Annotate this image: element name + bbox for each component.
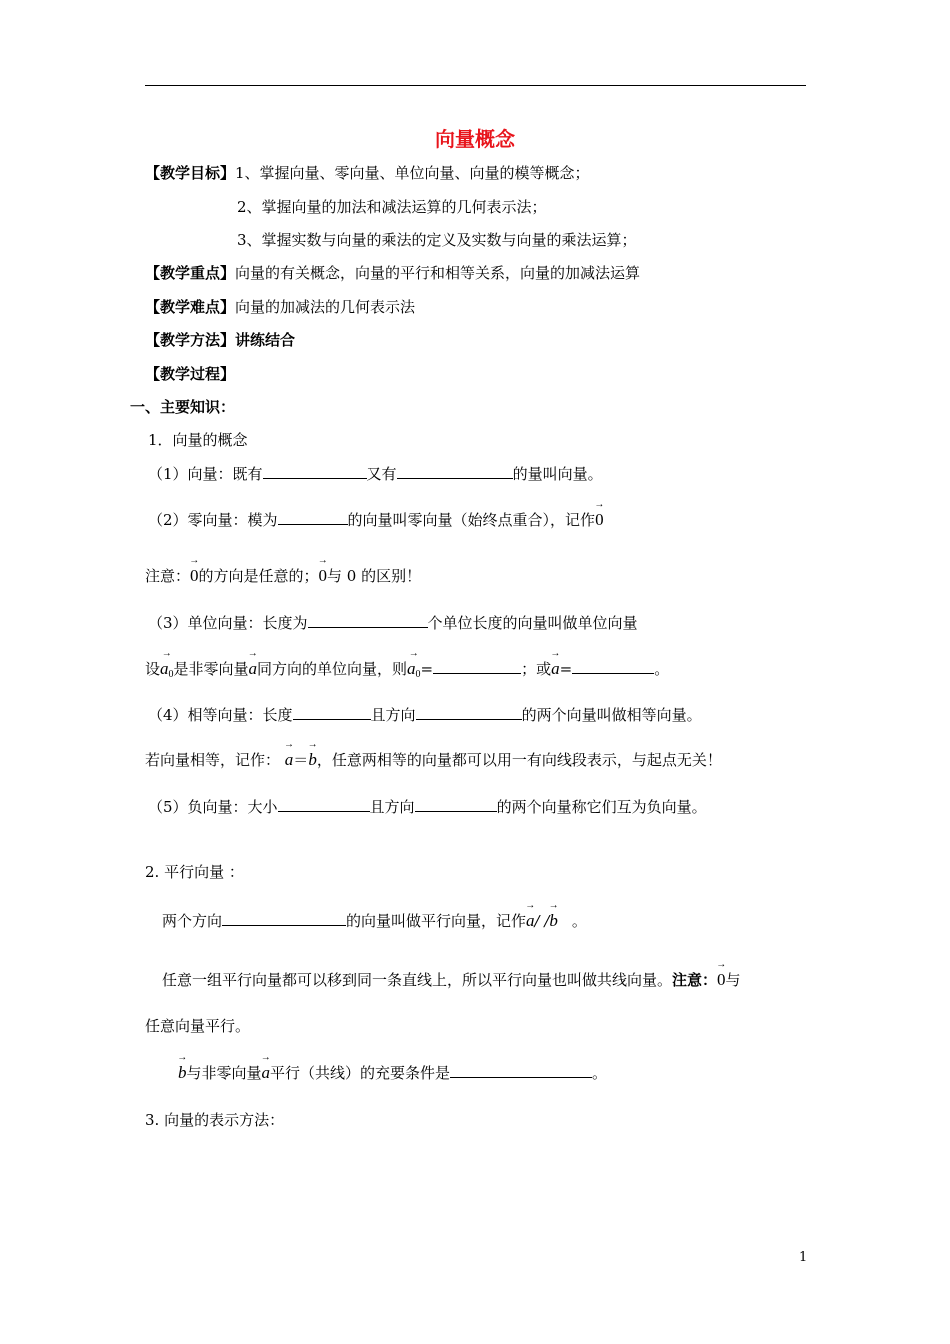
text: 若向量相等，记作： (145, 751, 281, 769)
parallel-sign: / / (534, 912, 550, 930)
fill-blank[interactable] (278, 509, 348, 525)
fill-blank[interactable] (222, 910, 346, 926)
label-process: 【教学过程】 (145, 365, 236, 383)
vector-letter: a (407, 659, 416, 678)
vector-a0-symbol (407, 659, 421, 685)
fill-blank[interactable] (278, 796, 370, 812)
zero-vector-definition (148, 509, 604, 530)
header-rule (145, 85, 806, 86)
text: 个单位长度的向量叫做单位向量 (427, 614, 638, 632)
text: （4）相等向量：长度 (148, 706, 293, 724)
method-text: 讲练结合 (235, 331, 296, 349)
text: 任意一组平行向量都可以移到同一条直线上，所以平行向量也叫做共线向量。 (162, 971, 673, 989)
text: 同方向的单位向量，则 (257, 660, 408, 678)
zero-vector-symbol: → 0 (319, 566, 328, 586)
goal-1: 1、掌握向量、零向量、单位向量、向量的模等概念； (235, 164, 590, 182)
parallel-vector-note (162, 970, 741, 990)
text: 的两个向量叫做相等向量。 (521, 706, 702, 724)
label-goals: 【教学目标】 (145, 164, 236, 182)
vector-b-symbol: → b (549, 911, 558, 931)
method (145, 330, 295, 350)
text: = (559, 660, 573, 678)
page-number: 1 (799, 1250, 808, 1265)
equal-vector-note (145, 750, 722, 770)
zero-vector-symbol: → 0 (717, 970, 726, 990)
text: （2）零向量：模为 (148, 511, 278, 529)
text: 的量叫向量。 (512, 465, 603, 483)
key-points (145, 263, 640, 283)
zero-vector-symbol: → 0 (595, 510, 604, 530)
vector-b-symbol: → b (308, 750, 317, 770)
vector-definition (148, 463, 603, 484)
vector-b-symbol: → b (178, 1063, 187, 1083)
fill-blank[interactable] (433, 658, 521, 674)
equal-vector-definition (148, 704, 702, 725)
process (145, 364, 235, 384)
label-difficulty: 【教学难点】 (145, 298, 236, 316)
equals-sign: ＝ (293, 751, 309, 769)
zero-vector-symbol: → 0 (190, 566, 199, 586)
fill-blank[interactable] (293, 704, 371, 720)
vector-a-symbol: → a (249, 659, 258, 679)
text: 。 (571, 912, 587, 930)
text: （1）向量：既有 (148, 465, 263, 483)
text: 与非零向量 (186, 1064, 262, 1082)
vector-a-symbol: → a (551, 659, 560, 679)
subscript: 0 (415, 669, 421, 680)
label-method: 【教学方法】 (145, 331, 236, 349)
vector-a0-symbol (160, 659, 174, 685)
fill-blank[interactable] (450, 1062, 592, 1078)
label-keypoints: 【教学重点】 (145, 264, 236, 282)
fill-blank[interactable] (416, 704, 522, 720)
text: 且方向 (370, 706, 416, 724)
text: ；或 (521, 660, 552, 678)
difficulty-text: 向量的加减法的几何表示法 (235, 298, 416, 316)
text: 。 (654, 660, 670, 678)
subscript: 0 (168, 669, 174, 680)
note-label: 注意： (672, 971, 718, 989)
vector-a-symbol: → a (285, 750, 294, 770)
text: 的向量叫零向量（始终点重合），记作 (347, 511, 596, 529)
text: = (420, 660, 434, 678)
text: （3）单位向量：长度为 (148, 614, 308, 632)
subsection-2-heading: 2. 平行向量 ： (145, 863, 244, 881)
fill-blank[interactable] (415, 796, 497, 812)
text: 设 (145, 660, 161, 678)
collinear-condition (178, 1062, 607, 1083)
vector-a-symbol: → a (526, 911, 535, 931)
text: 的两个向量称它们互为负向量。 (496, 798, 707, 816)
teaching-goals-2: 2、掌握向量的加法和减法运算的几何表示法； (237, 198, 547, 216)
text: ，任意两相等的向量都可以用一有向线段表示，与起点无关！ (316, 751, 722, 769)
text: 又有 (366, 465, 397, 483)
subsection-3-heading: 3. 向量的表示方法： (145, 1111, 285, 1129)
text: 。 (592, 1064, 608, 1082)
fill-blank[interactable] (397, 463, 513, 479)
difficulty (145, 297, 415, 317)
fill-blank[interactable] (308, 612, 428, 628)
parallel-vector-definition (162, 910, 587, 931)
text: 且方向 (369, 798, 415, 816)
page-title: 向量概念 (435, 127, 515, 151)
negative-vector-definition (148, 796, 707, 817)
subsection-1-heading: 1．向量的概念 (148, 431, 248, 449)
section-1-heading: 一、主要知识： (130, 398, 236, 416)
text: （5）负向量：大小 (148, 798, 278, 816)
fill-blank[interactable] (263, 463, 367, 479)
text: 与 (725, 971, 741, 989)
vector-a-symbol: → a (262, 1063, 271, 1083)
text: 平行（共线）的充要条件是 (270, 1064, 451, 1082)
text: 注意： (145, 567, 191, 585)
keypoints-text: 向量的有关概念，向量的平行和相等关系，向量的加减法运算 (235, 264, 641, 282)
text: 的方向是任意的； (198, 567, 319, 585)
text: 是非零向量 (173, 660, 249, 678)
parallel-vector-note-cont: 任意向量平行。 (145, 1017, 251, 1035)
vector-letter: a (160, 659, 169, 678)
teaching-goals-3: 3、掌握实数与向量的乘法的定义及实数与向量的乘法运算； (237, 231, 637, 249)
text: 与 0 的区别！ (327, 567, 422, 585)
teaching-goals-1 (145, 163, 590, 183)
unit-vector-definition (148, 612, 638, 633)
fill-blank[interactable] (572, 658, 654, 674)
text: 的向量叫做平行向量，记作 (346, 912, 527, 930)
unit-vector-formula (145, 658, 669, 685)
zero-vector-note (145, 566, 421, 586)
text: 两个方向 (162, 912, 223, 930)
